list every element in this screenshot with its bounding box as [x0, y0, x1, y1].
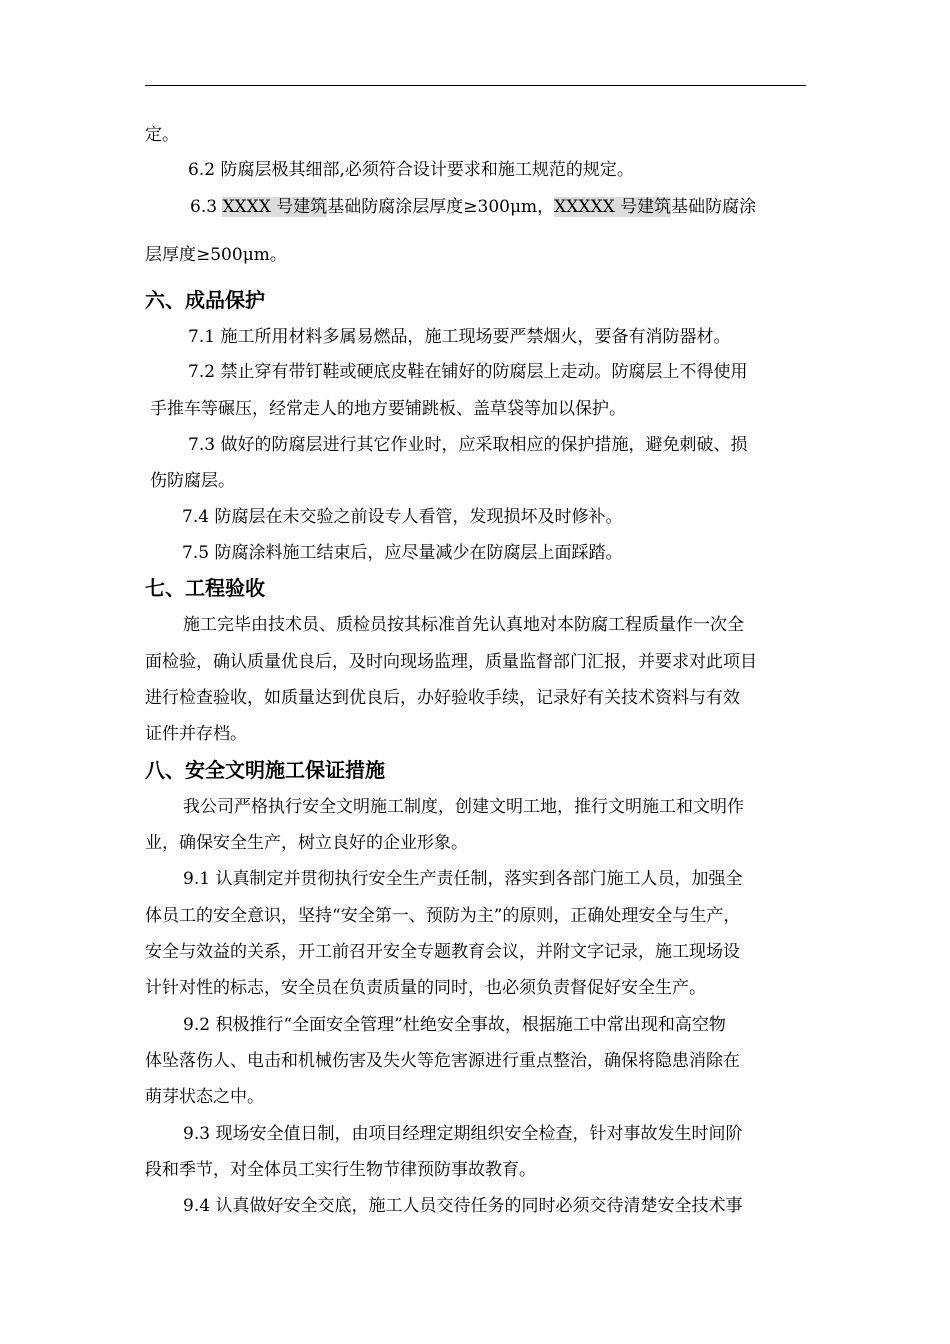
text-line: 手推车等碾压，经常走人的地方要铺跳板、盖草袋等加以保护。 [150, 399, 626, 419]
text-line: 证件并存档。 [145, 724, 247, 744]
text-segment: 基础防腐涂 [671, 197, 757, 217]
text-line: 定。 [145, 125, 179, 145]
text-line: 业，确保安全生产，树立良好的企业形象。 [145, 833, 468, 853]
section-heading: 六、成品保护 [145, 288, 265, 312]
text-line: 面检验，确认质量优良后，及时向现场监理，质量监督部门汇报，并要求对此项目 [145, 652, 757, 672]
text-line: 计针对性的标志，安全员在负责质量的同时，也必须负责督促好安全生产。 [145, 978, 706, 998]
text-line [190, 196, 756, 218]
text-line: 9.2 积极推行“全面安全管理”杜绝安全事故，根据施工中常出现和高空物 [183, 1015, 726, 1035]
header-rule [145, 85, 806, 86]
text-line: 7.1 施工所用材料多属易燃品，施工现场要严禁烟火，要备有消防器材。 [188, 327, 731, 347]
clause-number: 6.3 [190, 197, 223, 217]
text-line: 9.4 认真做好安全交底，施工人员交待任务的同时必须交待清楚安全技术事 [183, 1196, 743, 1216]
text-line: 7.5 防腐涂料施工结束后，应尽量减少在防腐层上面踩踏。 [182, 543, 623, 563]
section-heading: 八、安全文明施工保证措施 [145, 758, 385, 782]
text-line: 体员工的安全意识，坚持“安全第一、预防为主”的原则，正确处理安全与生产， [145, 906, 741, 926]
text-segment: 基础防腐涂层厚度≥300μm， [327, 197, 555, 217]
text-line: 安全与效益的关系，开工前召开安全专题教育会议，并附文字记录，施工现场设 [145, 942, 740, 962]
text-line: 体坠落伤人、电击和机械伤害及失火等危害源进行重点整治，确保将隐患消除在 [145, 1051, 740, 1071]
text-line: 9.1 认真制定并贯彻执行安全生产责任制，落实到各部门施工人员，加强全 [183, 869, 743, 889]
text-line: 段和季节，对全体员工实行生物节律预防事故教育。 [145, 1160, 536, 1180]
highlighted-building-name: XXXXX 号建筑 [554, 197, 672, 217]
text-line: 施工完毕由技术员、质检员按其标准首先认真地对本防腐工程质量作一次全 [183, 615, 744, 635]
text-line: 7.4 防腐层在未交验之前设专人看管，发现损坏及时修补。 [182, 507, 623, 527]
text-line: 我公司严格执行安全文明施工制度，创建文明工地，推行文明施工和文明作 [183, 797, 744, 817]
text-line: 7.2 禁止穿有带钉鞋或硬底皮鞋在铺好的防腐层上走动。防腐层上不得使用 [188, 362, 748, 382]
text-line: 萌芽状态之中。 [145, 1087, 264, 1107]
text-line: 层厚度≥500μm。 [145, 245, 287, 265]
text-line: 6.2 防腐层极其细部,必须符合设计要求和施工规范的规定。 [188, 160, 634, 180]
text-line: 9.3 现场安全值日制，由项目经理定期组织安全检查，针对事故发生时间阶 [183, 1124, 743, 1144]
section-heading: 七、工程验收 [145, 576, 265, 600]
highlighted-building-name: XXXX 号建筑 [222, 197, 328, 217]
text-line: 7.3 做好的防腐层进行其它作业时，应采取相应的保护措施，避免刺破、损 [188, 435, 748, 455]
text-line: 伤防腐层。 [150, 471, 235, 491]
text-line: 进行检查验收，如质量达到优良后，办好验收手续，记录好有关技术资料与有效 [145, 688, 740, 708]
